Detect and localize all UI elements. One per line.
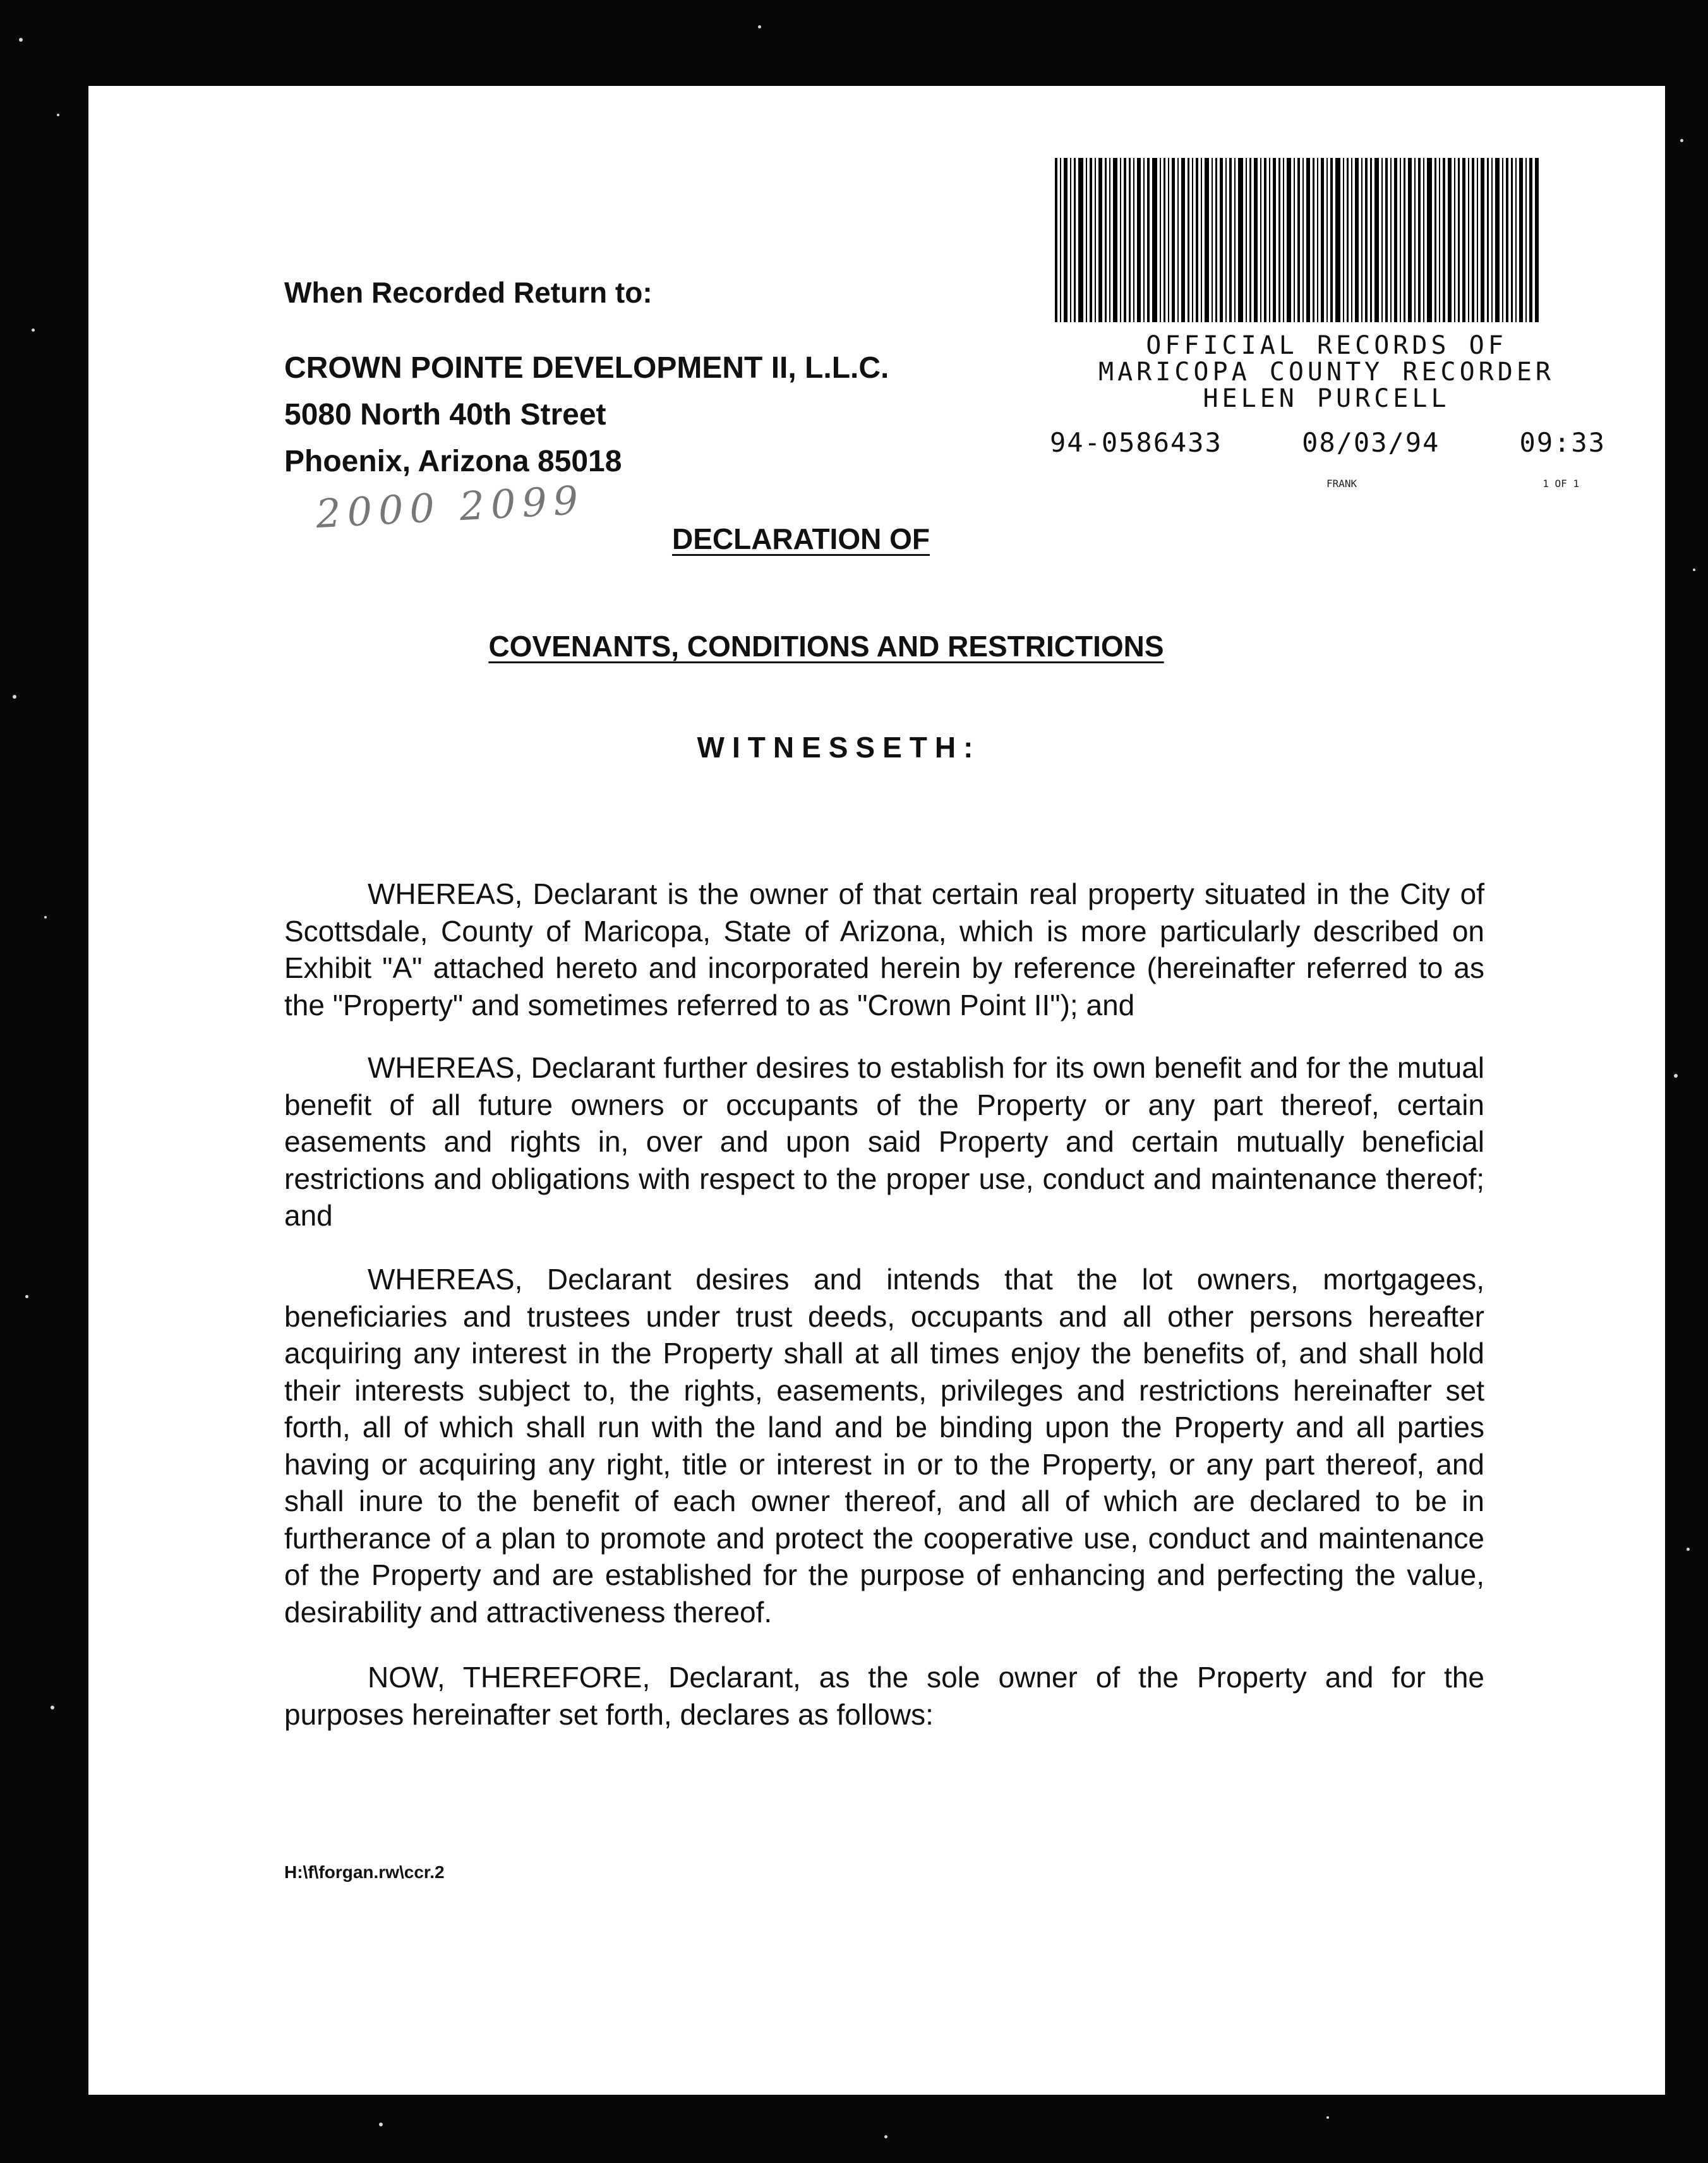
scan-speck	[1674, 1074, 1678, 1078]
paragraph-2: WHEREAS, Declarant further desires to establish for its own benefit and for the mutual benefit of all future owners or occupants of the Property or any part thereof, certain easements and rights in, over and upon said Property and certain mutually beneficial restrictions and obligations with respect to the proper use, conduct and maintenance thereof; and	[284, 1051, 1484, 1232]
recorder-line1: OFFICIAL RECORDS OF	[1146, 331, 1507, 360]
return-company: CROWN POINTE DEVELOPMENT II, L.L.C.	[284, 351, 889, 385]
record-number: 94-0586433	[1050, 427, 1222, 458]
document-page	[88, 86, 1665, 2095]
file-path-code: H:\f\forgan.rw\ccr.2	[284, 1862, 445, 1882]
scan-speck	[19, 38, 23, 42]
return-street: 5080 North 40th Street	[284, 398, 606, 431]
scan-speck	[32, 328, 35, 332]
paragraph-4: NOW, THEREFORE, Declarant, as the sole owner of the Property and for the purposes hereinafter set forth, declares as follows:	[284, 1661, 1484, 1731]
scan-speck	[1687, 1548, 1690, 1551]
scan-speck	[758, 25, 761, 28]
record-date: 08/03/94	[1302, 427, 1440, 458]
scan-speck	[44, 916, 47, 919]
return-address	[284, 345, 889, 485]
stamp-small-marks	[1326, 478, 1579, 490]
title-line1	[13, 522, 1589, 556]
recorder-line2: MARICOPA COUNTY RECORDER	[1098, 358, 1555, 387]
record-clerk: FRANK	[1326, 478, 1357, 490]
record-time: 09:33	[1519, 427, 1606, 458]
title-line2	[38, 629, 1615, 663]
recorder-line3: HELEN PURCELL	[1203, 384, 1450, 413]
record-info	[1050, 427, 1606, 458]
barcode	[1055, 158, 1548, 322]
paragraph-3: WHEREAS, Declarant desires and intends that the lot owners, mortgagees, beneficiaries and trustees under trust deeds, occupants and all other persons hereafter acquiring any interest in the Property shall at all times enjoy the benefits of, and shall hold their interests subject to, the rights, easements, privileges and restrictions hereinafter set forth, all of which shall run with the land and be binding upon the Property and all parties having or acquiring any right, title or interest in or to the Property, or any part thereof, and shall inure to the benefit of each owner thereof, and all of which are declared to be in furtherance of a plan to promote and protect the cooperative use, conduct and maintenance of the Property and are established for the purpose of enhancing and perfecting the value, desirability and attractiveness thereof.	[284, 1263, 1484, 1629]
scan-speck	[51, 1706, 54, 1709]
title-declaration: DECLARATION OF	[671, 522, 930, 555]
recorder-stamp	[1055, 332, 1598, 412]
scan-speck	[379, 2123, 383, 2126]
title-covenants: COVENANTS, CONDITIONS AND RESTRICTIONS	[488, 630, 1164, 663]
scan-speck	[884, 2135, 887, 2138]
record-page-count: 1 OF 1	[1543, 478, 1579, 490]
scan-speck	[13, 695, 16, 699]
paragraph-1: WHEREAS, Declarant is the owner of that certain real property situated in the City of Scottsdale, County of Maricopa, State of Arizona, which is more particularly described on Exhibit "A" attached hereto and incorporated herein by reference (hereinafter referred to as the "Property" and sometimes referred to as "Crown Point II"); and	[284, 877, 1484, 1021]
return-to-label: When Recorded Return to:	[284, 276, 653, 309]
scan-speck	[1680, 139, 1683, 142]
scan-speck	[25, 1295, 28, 1298]
scan-speck	[1326, 2116, 1329, 2119]
handwritten-number: 2000 2099	[315, 476, 586, 538]
scan-speck	[57, 114, 59, 116]
scan-speck	[1693, 569, 1695, 571]
title-witnesseth: WITNESSETH:	[697, 731, 981, 764]
return-city: Phoenix, Arizona 85018	[284, 445, 622, 478]
